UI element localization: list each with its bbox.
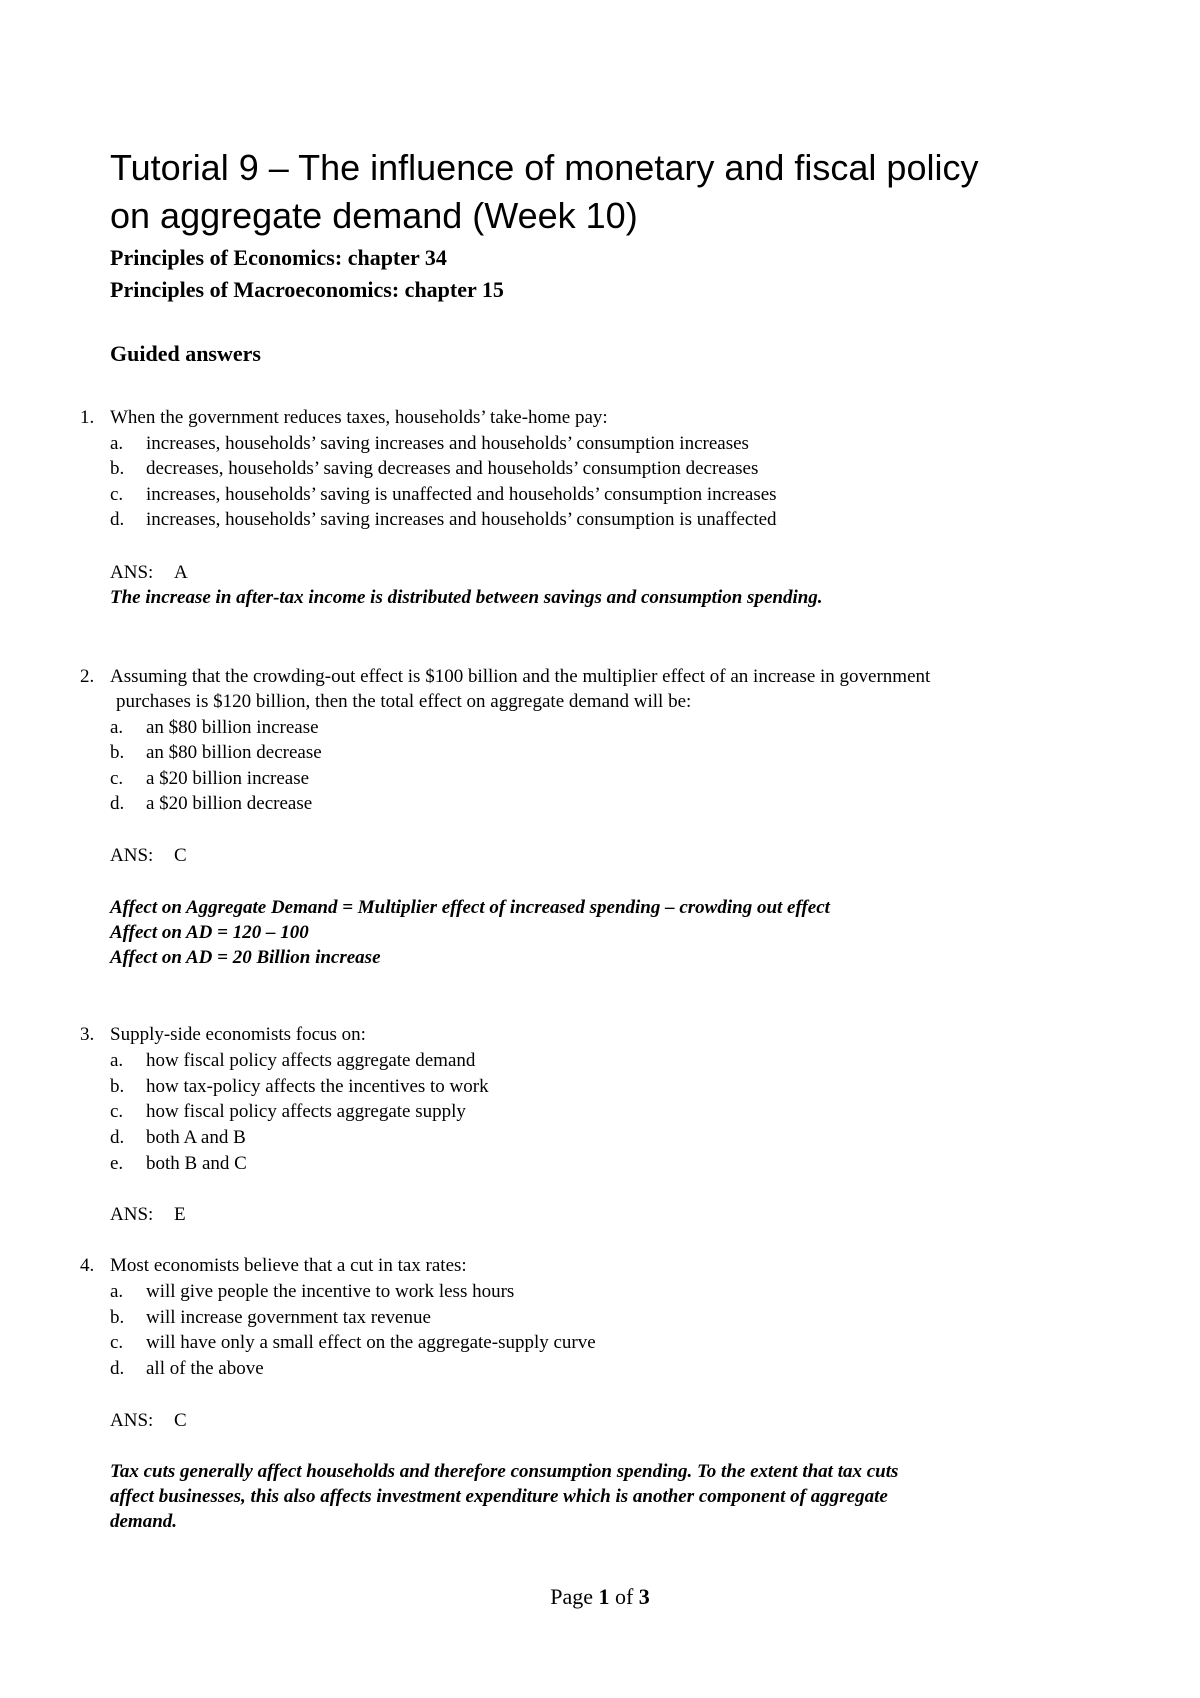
question-3-stem	[80, 1022, 1090, 1047]
option-letter: b.	[110, 1307, 125, 1328]
question-2-option-d	[110, 791, 312, 816]
option-letter: d.	[110, 509, 125, 530]
question-3-option-a	[110, 1048, 475, 1073]
option-letter: c.	[110, 768, 124, 789]
question-1-option-c	[110, 482, 777, 507]
reference-macroeconomics: Principles of Macroeconomics: chapter 15	[110, 277, 504, 302]
answer-label: ANS:	[110, 845, 154, 866]
document-title	[110, 144, 1110, 240]
answer-value: A	[174, 562, 188, 583]
question-4-option-b	[110, 1305, 431, 1330]
question-3-option-e	[110, 1151, 247, 1176]
question-text: When the government reduces taxes, households’ take-home pay:	[110, 407, 608, 428]
option-letter: c.	[110, 484, 124, 505]
answer-value: C	[174, 1410, 187, 1431]
question-4-stem	[80, 1253, 1090, 1278]
question-1-option-b	[110, 456, 758, 481]
option-text: all of the above	[146, 1358, 264, 1379]
question-2-stem	[80, 664, 1090, 714]
option-text: increases, households’ saving increases and households’ consumption increases	[146, 433, 749, 454]
explanation-line: Affect on AD = 120 – 100	[110, 922, 309, 943]
question-text: Most economists believe that a cut in tax rates:	[110, 1255, 467, 1276]
option-text: a $20 billion increase	[146, 768, 310, 789]
option-letter: b.	[110, 1076, 125, 1097]
answer-value: C	[174, 845, 187, 866]
question-1-answer	[110, 560, 188, 585]
option-text: how tax-policy affects the incentives to work	[146, 1076, 489, 1097]
question-3-option-d	[110, 1125, 246, 1150]
question-text: Assuming that the crowding-out effect is $100 billion and the multiplier effect of an increase in government	[110, 666, 931, 687]
question-number: 3.	[80, 1024, 95, 1045]
explanation-line: The increase in after-tax income is distributed between savings and consumption spending.	[110, 587, 823, 608]
question-3-option-c	[110, 1099, 466, 1124]
option-text: an $80 billion increase	[146, 717, 319, 738]
question-1-explanation	[110, 585, 1070, 610]
title-line-2: on aggregate demand (Week 10)	[110, 195, 638, 236]
title-line-1: Tutorial 9 – The influence of monetary and fiscal policy	[110, 147, 979, 188]
reference-economics: Principles of Economics: chapter 34	[110, 245, 447, 270]
option-letter: d.	[110, 1127, 125, 1148]
option-letter: a.	[110, 1281, 124, 1302]
option-letter: c.	[110, 1101, 124, 1122]
page-number-footer	[0, 1583, 1200, 1611]
option-text: decreases, households’ saving decreases and households’ consumption decreases	[146, 458, 759, 479]
page-word: Page	[550, 1584, 593, 1609]
option-letter: d.	[110, 1358, 125, 1379]
answer-label: ANS:	[110, 562, 154, 583]
question-4-option-a	[110, 1279, 514, 1304]
option-text: will increase government tax revenue	[146, 1307, 431, 1328]
question-text: Supply-side economists focus on:	[110, 1024, 366, 1045]
option-text: a $20 billion decrease	[146, 793, 313, 814]
option-text: increases, households’ saving increases and households’ consumption is unaffected	[146, 509, 777, 530]
question-1-option-a	[110, 431, 749, 456]
option-letter: c.	[110, 1332, 124, 1353]
answer-label: ANS:	[110, 1204, 154, 1225]
option-text: increases, households’ saving is unaffected and households’ consumption increases	[146, 484, 777, 505]
question-2-option-b	[110, 740, 322, 765]
option-letter: a.	[110, 433, 124, 454]
option-text: will give people the incentive to work less hours	[146, 1281, 515, 1302]
option-text: how fiscal policy affects aggregate supply	[146, 1101, 466, 1122]
explanation-line: Tax cuts generally affect households and therefore consumption spending. To the extent that tax cuts	[110, 1461, 899, 1482]
current-page: 1	[598, 1584, 610, 1609]
question-1-option-d	[110, 507, 777, 532]
explanation-line: Affect on Aggregate Demand = Multiplier effect of increased spending – crowding out effect	[110, 897, 830, 918]
answer-label: ANS:	[110, 1410, 154, 1431]
explanation-line: Affect on AD = 20 Billion increase	[110, 947, 381, 968]
option-letter: a.	[110, 717, 124, 738]
question-text-continued: purchases is $120 billion, then the total effect on aggregate demand will be:	[116, 691, 692, 712]
option-letter: b.	[110, 742, 125, 763]
question-2-answer	[110, 843, 187, 868]
question-1-stem	[80, 405, 1090, 430]
section-heading: Guided answers	[110, 341, 261, 366]
answer-value: E	[174, 1204, 186, 1225]
option-letter: b.	[110, 458, 125, 479]
option-letter: a.	[110, 1050, 124, 1071]
option-text: an $80 billion decrease	[146, 742, 322, 763]
of-word: of	[614, 1584, 634, 1609]
option-text: both A and B	[146, 1127, 246, 1148]
total-pages: 3	[638, 1584, 650, 1609]
question-4-option-d	[110, 1356, 264, 1381]
question-number: 4.	[80, 1255, 95, 1276]
question-3-option-b	[110, 1074, 489, 1099]
option-text: how fiscal policy affects aggregate demand	[146, 1050, 476, 1071]
question-4-explanation	[110, 1459, 1070, 1534]
option-letter: d.	[110, 793, 125, 814]
option-letter: e.	[110, 1153, 124, 1174]
question-2-option-c	[110, 766, 309, 791]
question-number: 2.	[80, 666, 95, 687]
option-text: both B and C	[146, 1153, 247, 1174]
question-2-option-a	[110, 715, 319, 740]
question-2-explanation	[110, 895, 1070, 970]
explanation-line: demand.	[110, 1511, 178, 1532]
explanation-line: affect businesses, this also affects investment expenditure which is another component of aggregate	[110, 1486, 888, 1507]
question-4-answer	[110, 1408, 187, 1433]
question-4-option-c	[110, 1330, 596, 1355]
question-3-answer	[110, 1202, 186, 1227]
option-text: will have only a small effect on the aggregate-supply curve	[146, 1332, 596, 1353]
question-number: 1.	[80, 407, 95, 428]
